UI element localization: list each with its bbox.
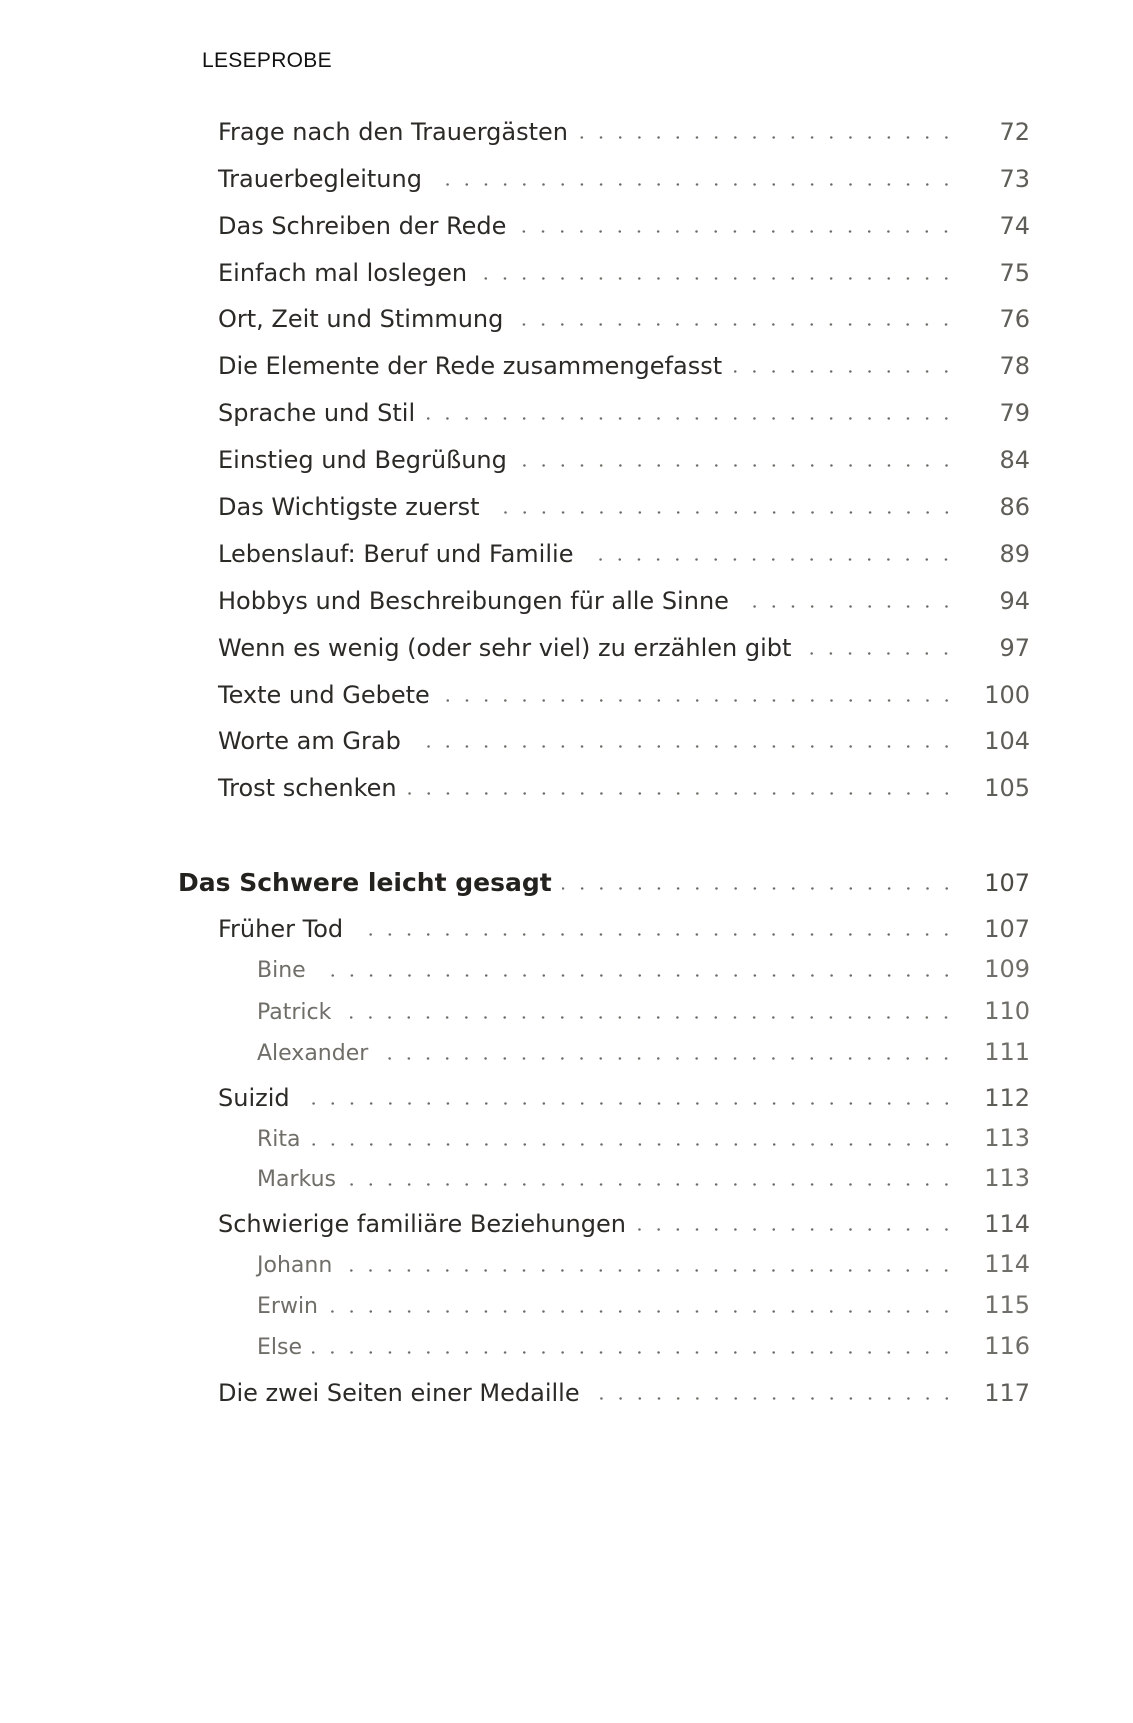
toc-page-number: 114 — [984, 1210, 1030, 1238]
toc-entry-title: Einfach mal loslegen — [218, 259, 468, 287]
dot-leader — [425, 417, 956, 420]
toc-subentry — [257, 1332, 1030, 1360]
toc-entry-title: Trost schenken — [218, 774, 397, 802]
toc-page-number: 97 — [999, 634, 1030, 662]
toc-page-number: 116 — [984, 1332, 1030, 1360]
toc-page-number: 113 — [984, 1164, 1030, 1192]
toc-page-number: 114 — [984, 1250, 1030, 1278]
toc-page-number: 78 — [999, 352, 1030, 380]
toc-entry-title: Else — [257, 1335, 303, 1360]
dot-leader — [490, 511, 956, 514]
toc-entry-title: Suizid — [218, 1084, 290, 1112]
dot-leader — [342, 1269, 956, 1272]
toc-entry — [218, 1379, 1030, 1407]
dot-leader — [477, 277, 956, 280]
toc-entry-title: Frage nach den Trauergästen — [218, 118, 569, 146]
dot-leader — [411, 745, 956, 748]
toc-entry — [218, 727, 1030, 755]
toc-entry — [218, 915, 1030, 943]
toc-subentry — [257, 1291, 1030, 1319]
toc-page-number: 76 — [999, 305, 1030, 333]
toc-entry-title: Texte und Gebete — [218, 681, 430, 709]
dot-leader — [732, 370, 956, 373]
toc-entry-title: Die zwei Seiten einer Medaille — [218, 1379, 580, 1407]
toc-subentry — [257, 1164, 1030, 1192]
toc-entry-title: Einstieg und Begrüßung — [218, 446, 507, 474]
toc-page-number: 107 — [984, 915, 1030, 943]
toc-page-number: 89 — [999, 540, 1030, 568]
dot-leader — [378, 1057, 956, 1060]
dot-leader — [353, 933, 956, 936]
dot-leader — [562, 887, 956, 890]
toc-entry — [218, 446, 1030, 474]
dot-leader — [328, 1310, 956, 1313]
toc-page-number: 117 — [984, 1379, 1030, 1407]
toc-entry-title: Bine — [257, 958, 306, 983]
toc-subentry — [257, 955, 1030, 983]
toc-page-number: 104 — [984, 727, 1030, 755]
toc-page-number: 100 — [984, 681, 1030, 709]
toc-entry-title: Schwierige familiäre Beziehungen — [218, 1210, 626, 1238]
toc-entry-title: Rita — [257, 1127, 301, 1152]
toc-entry-title: Alexander — [257, 1041, 369, 1066]
toc-page-number: 109 — [984, 955, 1030, 983]
dot-leader — [346, 1183, 956, 1186]
dot-leader — [312, 1351, 956, 1354]
dot-leader — [316, 974, 956, 977]
toc-entry-title: Das Wichtigste zuerst — [218, 493, 480, 521]
toc-subentry — [257, 997, 1030, 1025]
dot-leader — [300, 1102, 956, 1105]
toc-entry-title: Lebenslauf: Beruf und Familie — [218, 540, 574, 568]
dot-leader — [516, 230, 956, 233]
toc-entry — [218, 118, 1030, 146]
toc-entry-title: Früher Tod — [218, 915, 344, 943]
dot-leader — [583, 558, 956, 561]
toc-page-number: 84 — [999, 446, 1030, 474]
toc-page-number: 105 — [984, 774, 1030, 802]
toc-page-number: 112 — [984, 1084, 1030, 1112]
dot-leader — [311, 1143, 956, 1146]
toc-page-number: 113 — [984, 1124, 1030, 1152]
toc-page-number: 107 — [984, 869, 1030, 897]
toc-page-number: 79 — [999, 399, 1030, 427]
toc-entry — [218, 305, 1030, 333]
toc-page-number: 75 — [999, 259, 1030, 287]
toc-page-number: 86 — [999, 493, 1030, 521]
dot-leader — [432, 183, 956, 186]
toc-entry — [218, 399, 1030, 427]
toc-entry — [218, 1210, 1030, 1238]
toc-entry — [218, 540, 1030, 568]
toc-entry — [218, 212, 1030, 240]
toc-entry — [218, 165, 1030, 193]
toc-page-number: 73 — [999, 165, 1030, 193]
dot-leader — [578, 136, 956, 139]
toc-page-number: 74 — [999, 212, 1030, 240]
toc-entry — [218, 259, 1030, 287]
toc-page-number: 72 — [999, 118, 1030, 146]
toc-entry-title: Wenn es wenig (oder sehr viel) zu erzählen gibt — [218, 634, 792, 662]
dot-leader — [801, 652, 956, 655]
toc-entry — [218, 1084, 1030, 1112]
toc-entry-title: Hobbys und Beschreibungen für alle Sinne — [218, 587, 729, 615]
toc-entry-title: Sprache und Stil — [218, 399, 416, 427]
toc-entry — [218, 634, 1030, 662]
toc-page-number: 94 — [999, 587, 1030, 615]
toc-page-number: 111 — [984, 1038, 1030, 1066]
toc-subentry — [257, 1124, 1030, 1152]
toc-entry-title: Das Schwere leicht gesagt — [178, 868, 552, 897]
dot-leader — [440, 699, 956, 702]
toc-entry — [218, 493, 1030, 521]
toc-entry-title: Das Schreiben der Rede — [218, 212, 507, 240]
toc-entry-title: Ort, Zeit und Stimmung — [218, 305, 504, 333]
toc-entry-title: Die Elemente der Rede zusammengefasst — [218, 352, 723, 380]
toc-subentry — [257, 1250, 1030, 1278]
toc-page-number: 115 — [984, 1291, 1030, 1319]
dot-leader — [517, 464, 956, 467]
toc-entry — [218, 681, 1030, 709]
toc-page-number: 110 — [984, 997, 1030, 1025]
toc-entry-title: Patrick — [257, 1000, 332, 1025]
dot-leader — [636, 1228, 956, 1231]
toc-entry-title: Johann — [257, 1253, 333, 1278]
toc-section — [178, 868, 1030, 897]
toc-entry-title: Trauerbegleitung — [218, 165, 422, 193]
toc-entry-title: Erwin — [257, 1294, 318, 1319]
toc-subentry — [257, 1038, 1030, 1066]
toc-entry — [218, 587, 1030, 615]
dot-leader — [739, 605, 956, 608]
dot-leader — [341, 1016, 956, 1019]
dot-leader — [590, 1397, 956, 1400]
toc-entry — [218, 774, 1030, 802]
toc-entry-title: Markus — [257, 1167, 336, 1192]
toc-entry-title: Worte am Grab — [218, 727, 401, 755]
dot-leader — [407, 792, 956, 795]
toc-entry — [218, 352, 1030, 380]
page-header: LESEPROBE — [202, 49, 332, 72]
dot-leader — [513, 323, 956, 326]
